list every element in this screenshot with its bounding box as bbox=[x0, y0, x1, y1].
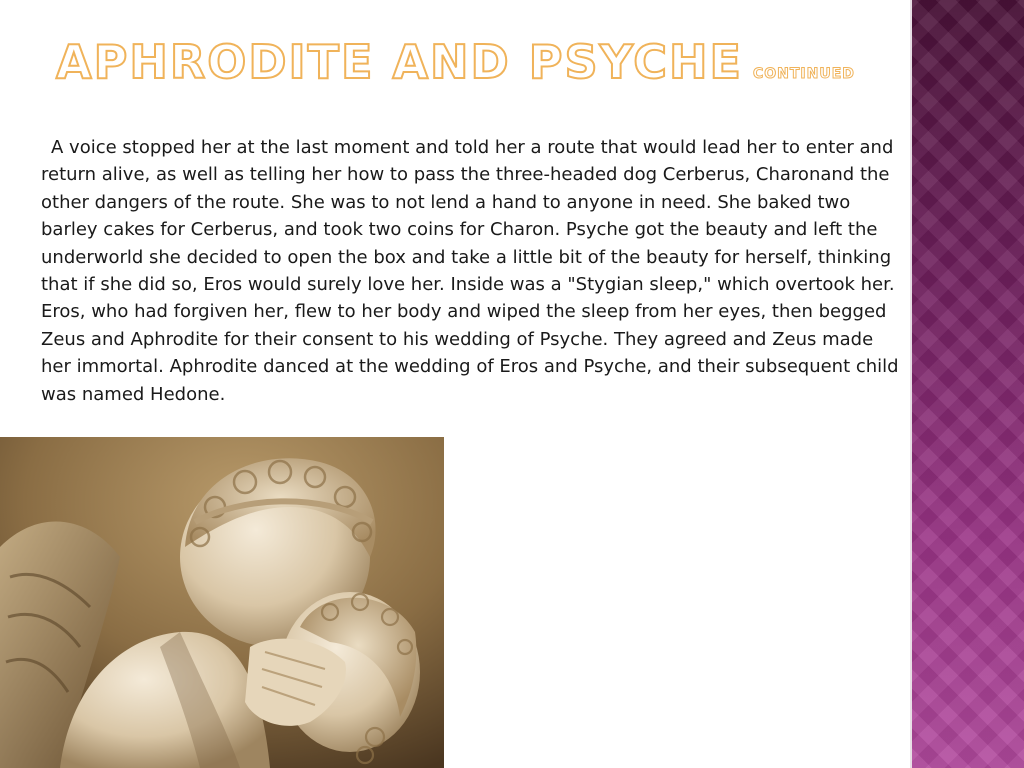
decorative-side-band bbox=[912, 0, 1024, 768]
title-subtitle: CONTINUED bbox=[752, 66, 855, 82]
sculpture-photo bbox=[0, 437, 444, 768]
sculpture-image bbox=[0, 437, 444, 768]
slide-body-text: A voice stopped her at the last moment and told her a route that would lead her to enter and return alive, as well as telling her how to pass the three-headed dog Cerberus, Charonand the other dangers of the route. She was to not lend a hand to anyone in need. She baked two barley cakes for Cerberus, and took two coins for Charon. Psyche got the beauty and left the underworld she decided to open the box and take a little bit of the beauty for herself, thinking that if she did so, Eros would surely love her. Inside was a "Stygian sleep," which overtook her. Eros, who had forgiven her, flew to her body and wiped the sleep from her eyes, then begged Zeus and Aphrodite for their consent to his wedding of Psyche. They agreed and Zeus made her immortal. Aphrodite danced at the wedding of Eros and Psyche, and their subsequent child was named Hedone. bbox=[41, 137, 899, 405]
title-main: APHRODITE AND PSYCHE bbox=[56, 35, 743, 89]
slide-title bbox=[56, 32, 855, 92]
